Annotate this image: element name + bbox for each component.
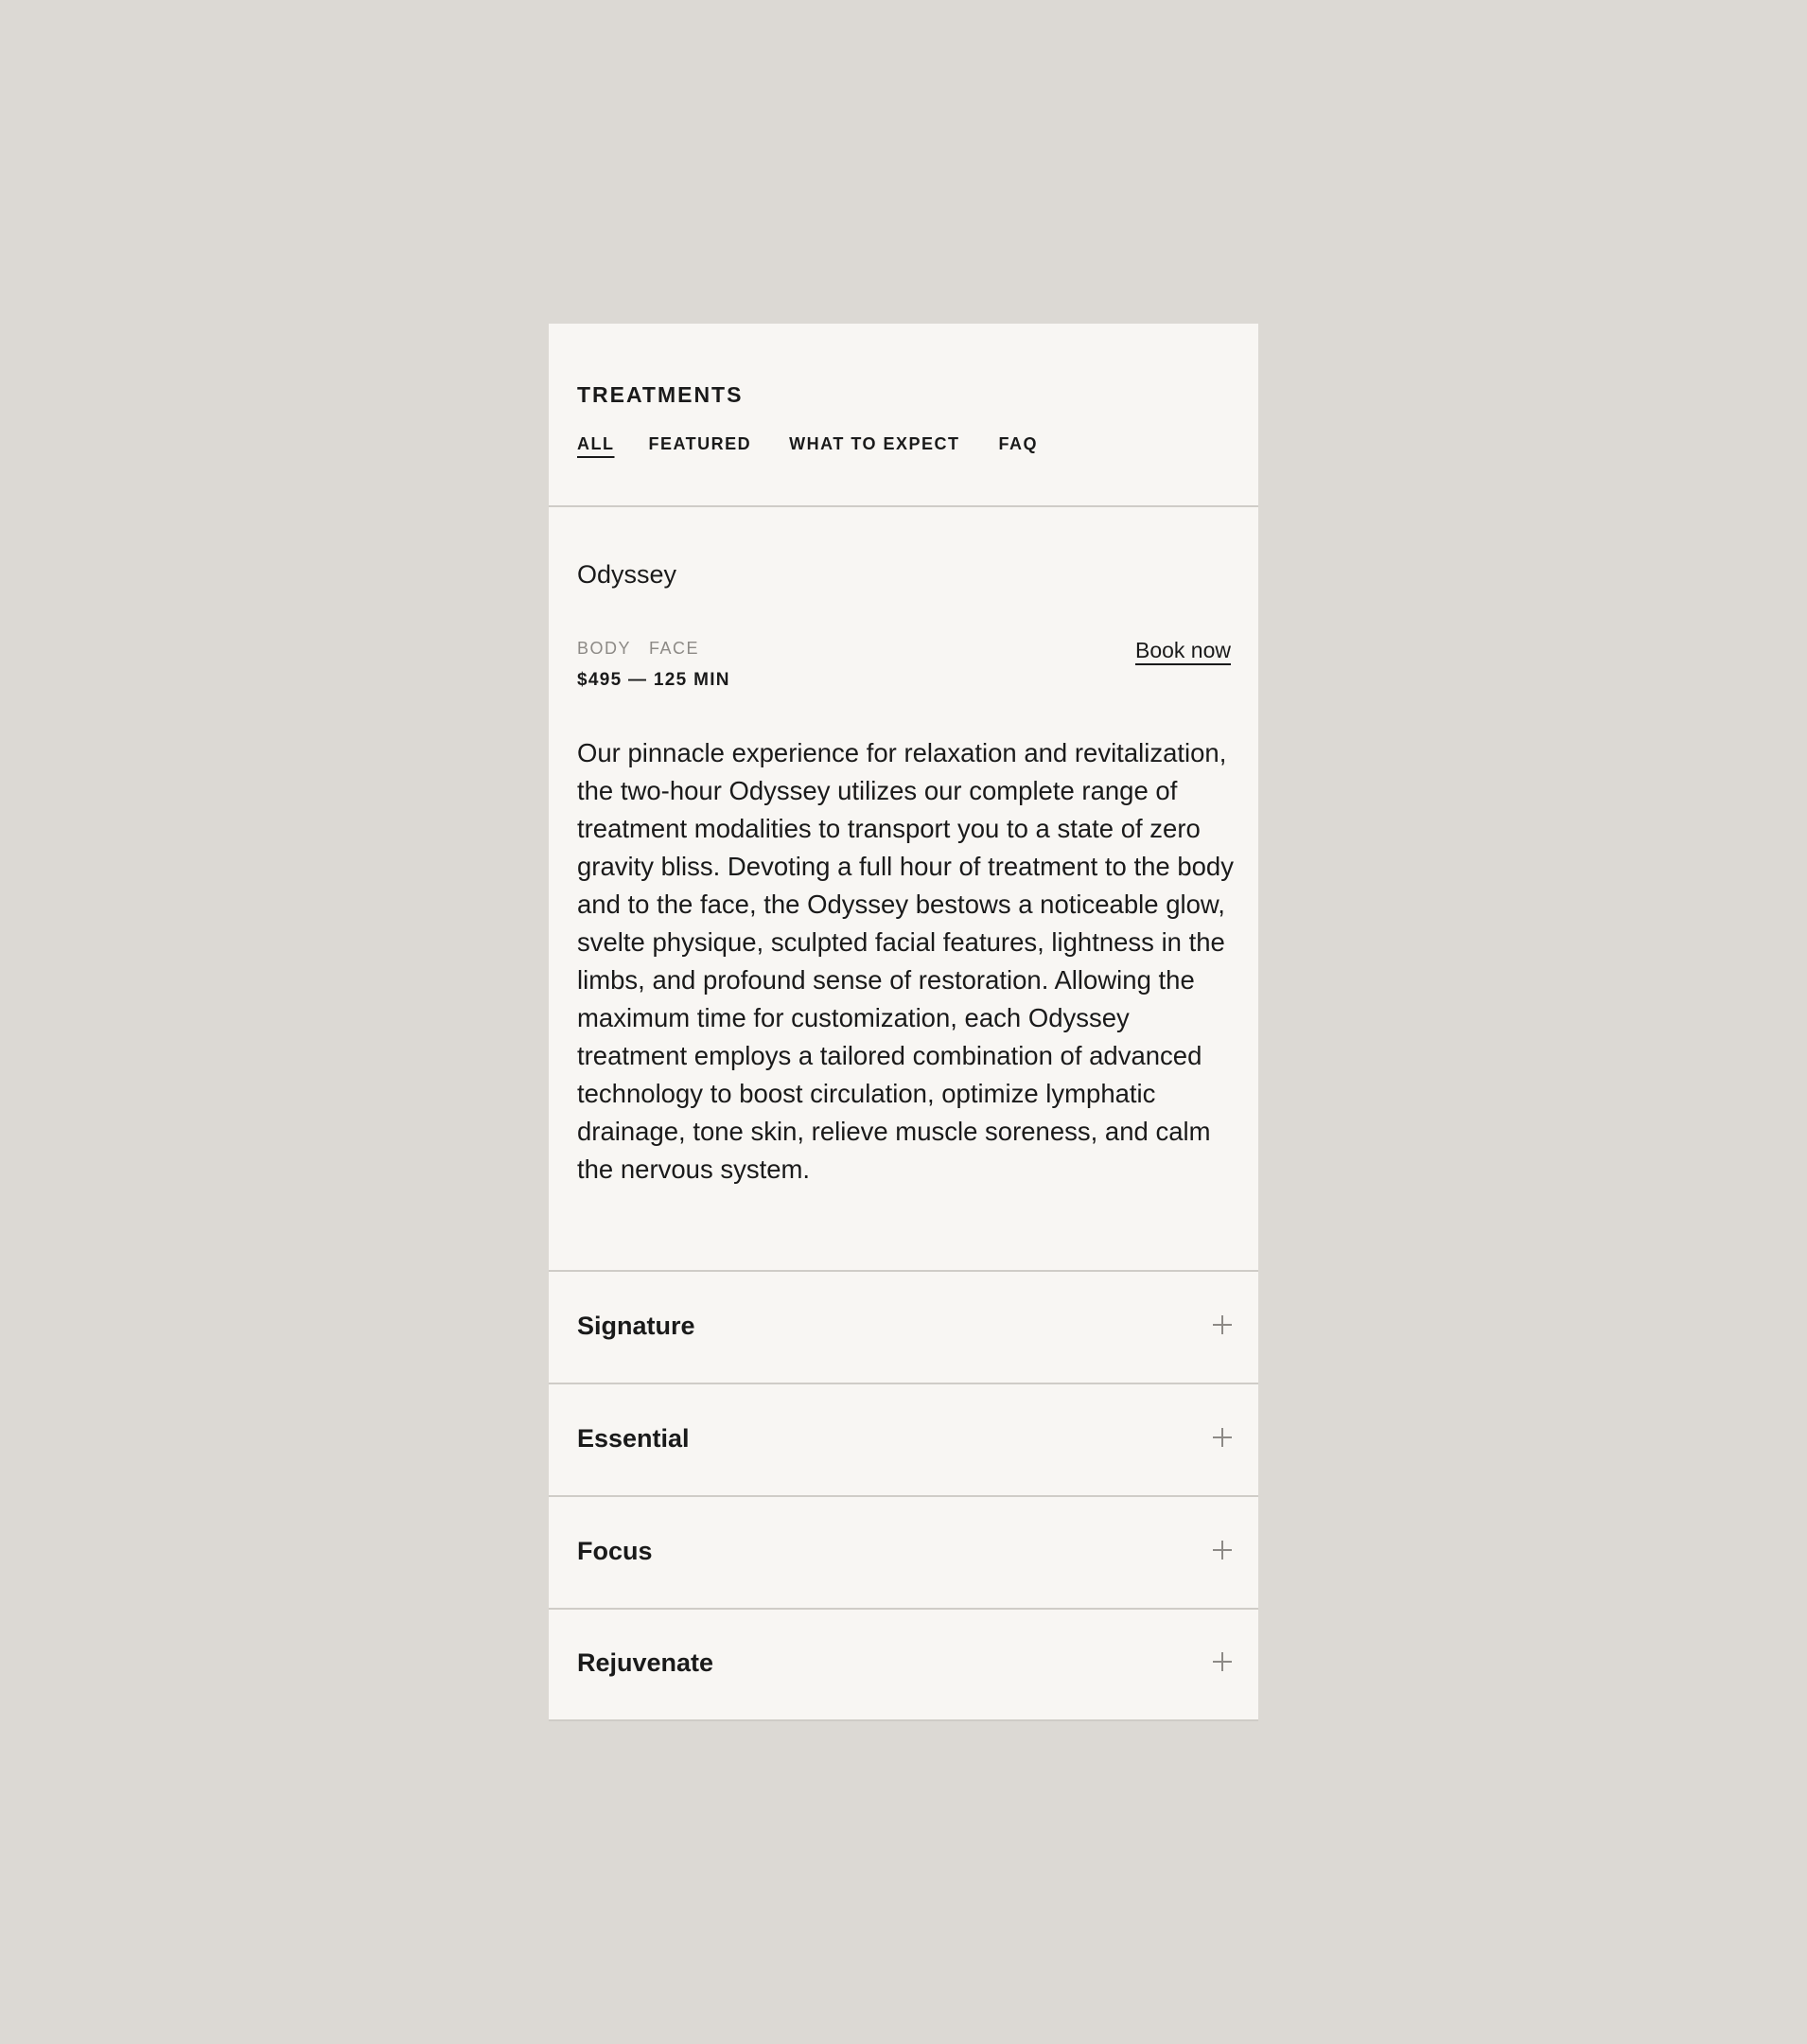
- plus-icon[interactable]: [1213, 1541, 1232, 1559]
- accordion-label: Focus: [577, 1537, 653, 1565]
- treatment-description: Our pinnacle experience for relaxation and revitalization, the two-hour Odyssey utilizes our complete range of treatment modalities to transport you to a state of zero gravity bliss. Devoting a full hour of treatment to the body and to the face, the Odyssey bestows a noticeable glow, svelte physique, sculpted facial features, lightness in the limbs, and profound sense of restoration. Allowing the maximum time for customization, each Odyssey treatment employs a tailored combination of advanced technology to boost circulation, optimize lymphatic drainage, tone skin, relieve muscle soreness, and calm the nervous system.: [577, 738, 1234, 1184]
- price-duration: $495 — 125 MIN: [577, 670, 730, 690]
- treatment-name: Odyssey: [577, 560, 677, 589]
- accordion-signature[interactable]: [549, 1272, 1258, 1384]
- tab-bar: [577, 434, 1076, 454]
- plus-icon[interactable]: [1213, 1315, 1232, 1334]
- tag-body: BODY: [577, 639, 632, 658]
- tab-faq[interactable]: FAQ: [998, 434, 1039, 453]
- tag-face: FACE: [649, 639, 700, 658]
- tab-what-to-expect[interactable]: WHAT TO EXPECT: [789, 434, 960, 453]
- accordion-label: Rejuvenate: [577, 1648, 714, 1677]
- treatments-header: [549, 324, 1258, 507]
- plus-icon[interactable]: [1213, 1652, 1232, 1671]
- treatments-card: [549, 324, 1258, 1720]
- accordion-label: Essential: [577, 1424, 690, 1453]
- accordion-essential[interactable]: [549, 1384, 1258, 1497]
- featured-treatment: [549, 507, 1258, 1272]
- treatment-tags: [577, 639, 717, 659]
- accordion-focus[interactable]: [549, 1497, 1258, 1610]
- book-now-link[interactable]: Book now: [1134, 638, 1231, 662]
- tab-featured[interactable]: FEATURED: [648, 434, 752, 453]
- accordion-rejuvenate[interactable]: [549, 1609, 1258, 1721]
- plus-icon[interactable]: [1213, 1428, 1232, 1447]
- tab-all[interactable]: ALL: [577, 434, 615, 453]
- section-title: TREATMENTS: [577, 382, 744, 407]
- accordion-label: Signature: [577, 1312, 695, 1340]
